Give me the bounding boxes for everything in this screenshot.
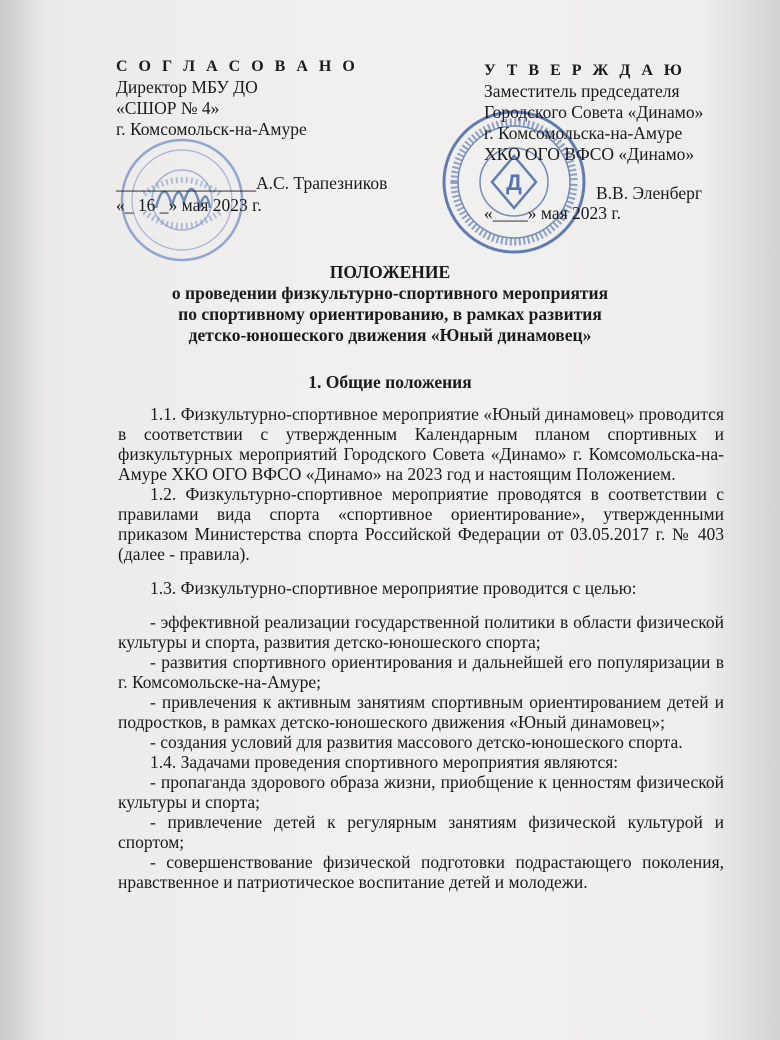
title-line: детско-юношеского движения «Юный динамовец» (188, 325, 592, 345)
confirmation-line: Городского Совета «Динамо» (484, 102, 704, 122)
task-item: - привлечение детей к регулярным занятиям физической культурой и спортом; (118, 812, 724, 852)
approval-signature: ________________А.С. Трапезников (116, 173, 388, 193)
approval-line: г. Комсомольск-на-Амуре (116, 119, 307, 139)
confirmation-line: г. Комсомольска-на-Амуре (484, 123, 683, 143)
document-title (120, 262, 660, 346)
approval-line: «СШОР № 4» (116, 98, 220, 118)
paragraph-1-1: 1.1. Физкультурно-спортивное мероприятие «Юный динамовец» проводится в соответствии с утвержденным Календарным планом спортивных и физкультурных мероприятий Городского Совета «Динамо» г. Комсомольска-на-Амуре ХКО ОГО ВФСО «Динамо» на 2023 год и настоящим Положением. (118, 404, 724, 484)
confirmation-date: «____» мая 2023 г. (484, 203, 621, 223)
confirmation-block (484, 60, 754, 165)
paragraph-1-3: 1.3. Физкультурно-спортивное мероприятие проводится с целью: (150, 578, 637, 598)
confirmation-line: ХКО ОГО ВФСО «Динамо» (484, 144, 695, 164)
title-line: о проведении физкультурно-спортивного мероприятия (171, 283, 609, 303)
approval-line: Директор МБУ ДО (116, 77, 258, 97)
confirmation-signature: В.В. Эленберг (596, 183, 703, 203)
task-item: - пропаганда здорового образа жизни, приобщение к ценностям физической культуры и спорта; (118, 772, 724, 812)
goal-item: - эффективной реализации государственной политики в области физической культуры и спорта, развития детско-юношеского спорта; (118, 612, 724, 652)
task-item: - совершенствование физической подготовки подрастающего поколения, нравственное и патриотическое воспитание детей и молодежи. (118, 852, 724, 892)
confirmation-caption: У Т В Е Р Ж Д А Ю (484, 62, 686, 79)
title-main: ПОЛОЖЕНИЕ (329, 262, 451, 282)
goal-item: - создания условий для развития массового детско-юношеского спорта. (150, 732, 683, 752)
goal-item: - развития спортивного ориентирования и дальнейшей его популяризации в г. Комсомольске-на-Амуре; (118, 652, 724, 692)
approval-date: «_ 16 _» мая 2023 г. (116, 195, 262, 215)
goal-item: - привлечения к активным занятиям спортивным ориентированием детей и подростков, в рамках детско-юношеского движения «Юный динамовец»; (118, 692, 724, 732)
section-body (118, 404, 724, 892)
svg-text:Д: Д (506, 170, 522, 195)
paragraph-1-2: 1.2. Физкультурно-спортивное мероприятие проводятся в соответствии с правилами вида спорта «спортивное ориентирование», утвержденными приказом Министерства спорта Российской Федерации от 03.05.2017 г. № 403 (далее - правила). (118, 484, 724, 564)
approval-caption: С О Г Л А С О В А Н О (116, 58, 359, 75)
paragraph-1-4: 1.4. Задачами проведения спортивного мероприятия являются: (150, 752, 619, 772)
confirmation-line: Заместитель председателя (484, 81, 680, 101)
section-heading: 1. Общие положения (308, 372, 472, 392)
approval-block (116, 56, 416, 140)
title-line: по спортивному ориентированию, в рамках развития (178, 304, 602, 324)
